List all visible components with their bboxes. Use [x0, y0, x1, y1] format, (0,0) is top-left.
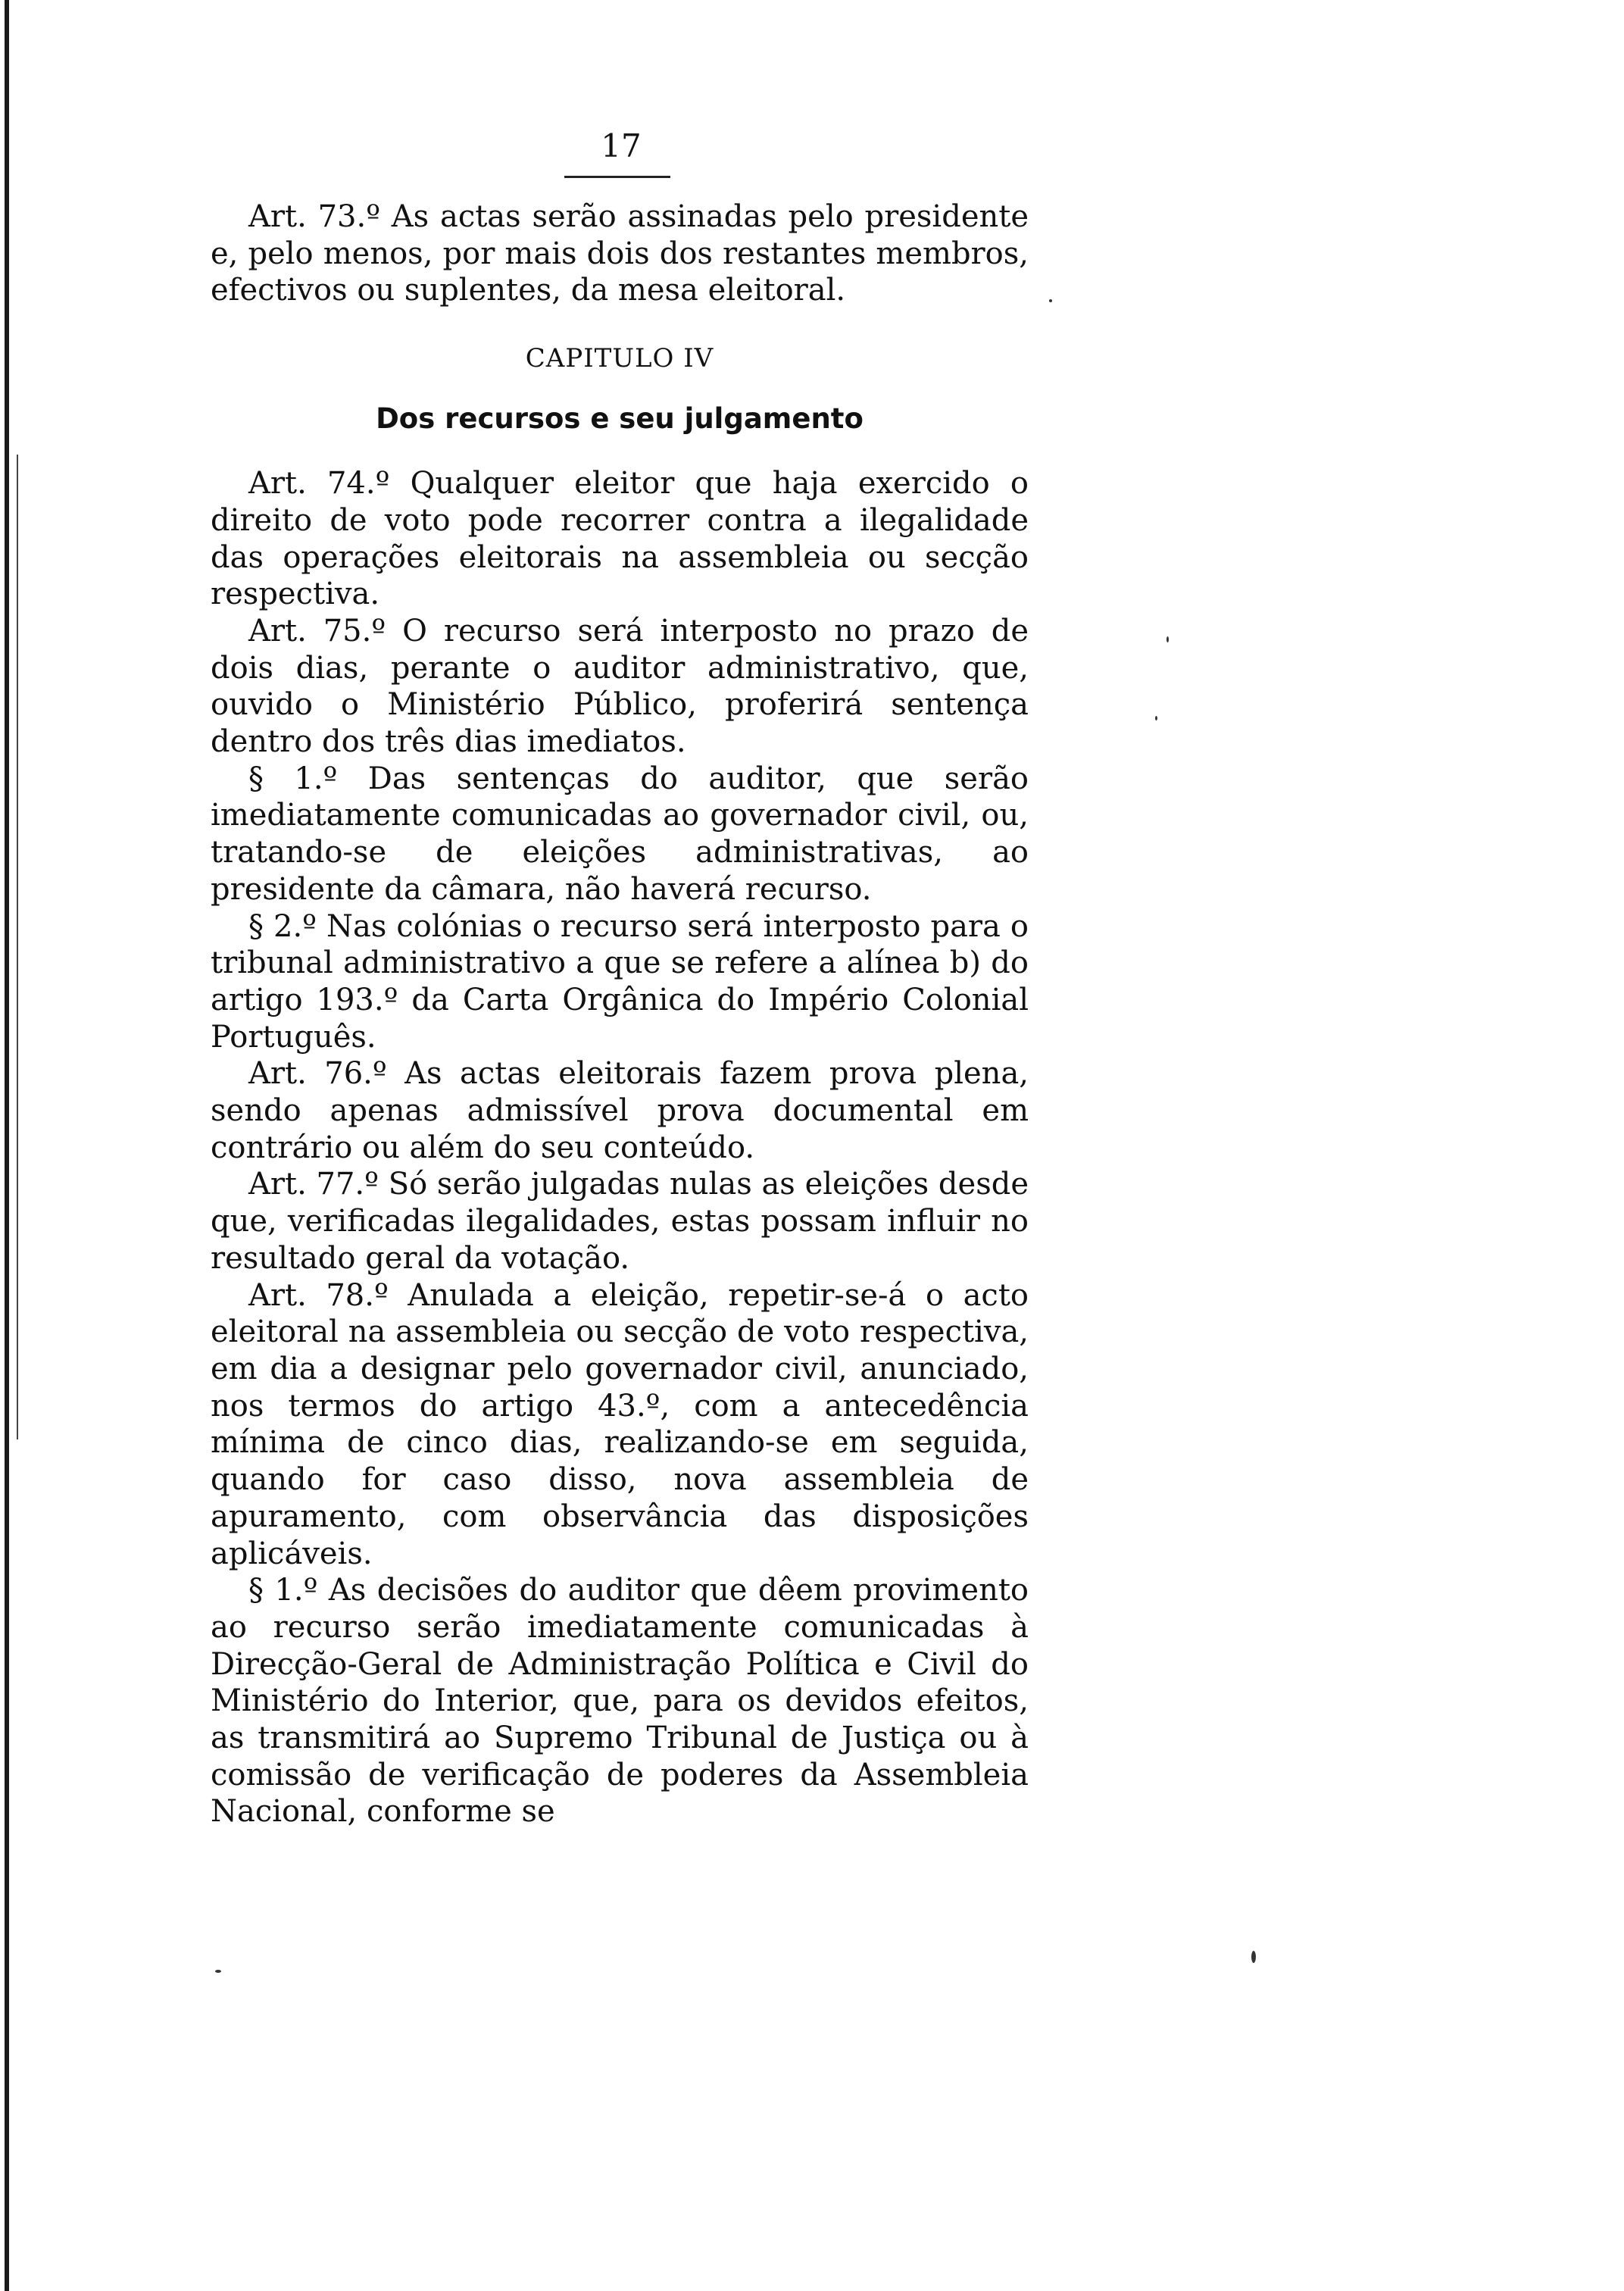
article-75-paragraph-2: § 2.º Nas colónias o recurso será interposto para o tribunal administrativo a que se refere a alínea b) do artigo 193.º da Carta Orgânica do Império Colonial Português.: [211, 908, 1029, 1055]
scan-speck: [1251, 1951, 1256, 1963]
article-78-paragraph-1: § 1.º As decisões do auditor que dêem provimento ao recurso serão imediatamente comunicadas à Direcção-Geral de Administração Política e Civil do Ministério do Interior, que, para os devidos efeitos, as transmitirá ao Supremo Tribunal de Justiça ou à comissão de verificação de poderes da Assembleia Nacional, conforme se: [211, 1573, 1029, 1830]
scan-speck: [215, 1970, 221, 1973]
article-78: Art. 78.º Anulada a eleição, repetir-se-á o acto eleitoral na assembleia ou secção de voto respectiva, em dia a designar pelo governador civil, anunciado, nos termos do artigo 43.º, com a antecedência mínima de cinco dias, realizando-se em seguida, quando for caso disso, nova assembleia de apuramento, com observância das disposições aplicáveis.: [211, 1277, 1029, 1571]
article-75: Art. 75.º O recurso será interposto no prazo de dois dias, perante o auditor administrativo, que, ouvido o Ministério Público, proferirá sentença dentro dos três dias imediatos.: [211, 613, 1029, 760]
page-number: 17: [601, 127, 642, 164]
article-75-paragraph-1: § 1.º Das sentenças do auditor, que serão imediatamente comunicadas ao governador civil, ou, tratando-se de eleições administrativas, ao presidente da câmara, não haverá recurso.: [211, 761, 1029, 907]
scan-speck: [1155, 716, 1157, 720]
binding-edge-line: [17, 455, 18, 1439]
article-77: Art. 77.º Só serão julgadas nulas as eleições desde que, verificadas ilegalidades, estas possam influir no resultado geral da votação.: [211, 1167, 1029, 1276]
article-76: Art. 76.º As actas eleitorais fazem prova plena, sendo apenas admissível prova documental em contrário ou além do seu conteúdo.: [211, 1056, 1029, 1165]
scan-speck: [1049, 299, 1052, 302]
page-number-rule: [564, 176, 670, 178]
article-74: Art. 74.º Qualquer eleitor que haja exercido o direito de voto pode recorrer contra a ilegalidade das operações eleitorais na assembleia ou secção respectiva.: [211, 466, 1029, 612]
section-title: Dos recursos e seu julgamento: [376, 402, 864, 436]
binding-edge-shadow: [5, 0, 9, 2291]
body-text: [211, 198, 1029, 1830]
scan-speck: [1166, 636, 1169, 642]
article-73: Art. 73.º As actas serão assinadas pelo presidente e, pelo menos, por mais dois dos restantes membros, efectivos ou suplentes, da mesa eleitoral.: [211, 199, 1029, 308]
chapter-heading: CAPITULO IV: [525, 343, 714, 374]
